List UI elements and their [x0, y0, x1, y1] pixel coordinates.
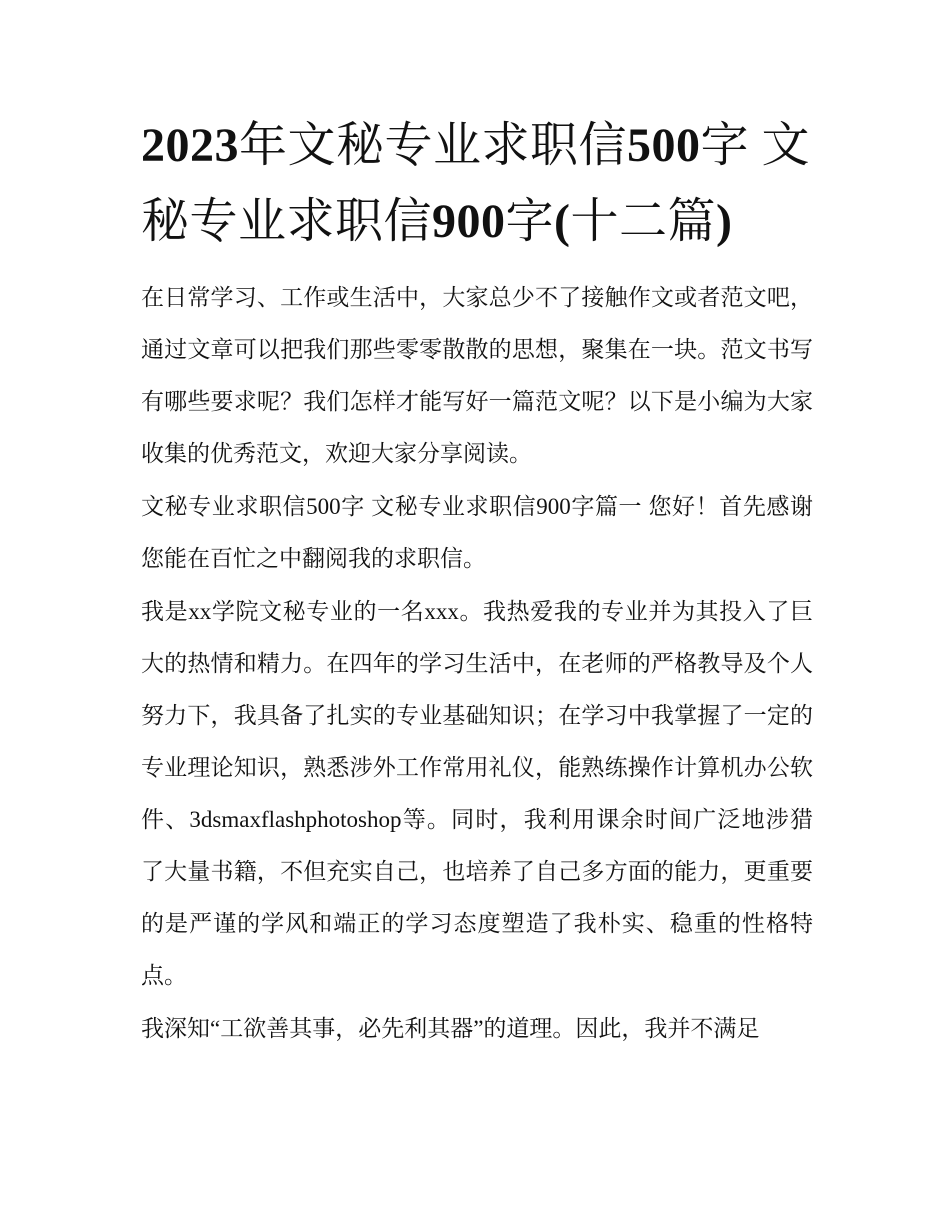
document-body: [141, 108, 813, 1056]
letter-body-paragraph: 我是xx学院文秘专业的一名xxx。我热爱我的专业并为其投入了巨大的热情和精力。在四年的学习生活中，在老师的严格教导及个人努力下，我具备了扎实的专业基础知识；在学习中我掌握了一定的专业理论知识，熟悉涉外工作常用礼仪，能熟练操作计算机办公软件、3dsmaxflashphotoshop等。同时，我利用课余时间广泛地涉猎了大量书籍，不但充实自己，也培养了自己多方面的能力，更重要的是严谨的学风和端正的学习态度塑造了我朴实、稳重的性格特点。: [141, 599, 813, 988]
intro-paragraph: 在日常学习、工作或生活中，大家总少不了接触作文或者范文吧，通过文章可以把我们那些零零散散的思想，聚集在一块。范文书写有哪些要求呢？我们怎样才能写好一篇范文呢？以下是小编为大家收集的优秀范文，欢迎大家分享阅读。: [141, 285, 813, 466]
letter-greeting-paragraph: 文秘专业求职信500字 文秘专业求职信900字篇一 您好！首先感谢您能在百忙之中翻阅我的求职信。: [141, 494, 813, 571]
document-title: 2023年文秘专业求职信500字 文秘专业求职信900字(十二篇): [141, 119, 811, 248]
letter-continuation-paragraph: 我深知“工欲善其事，必先利其器”的道理。因此，我并不满足: [141, 1016, 760, 1041]
